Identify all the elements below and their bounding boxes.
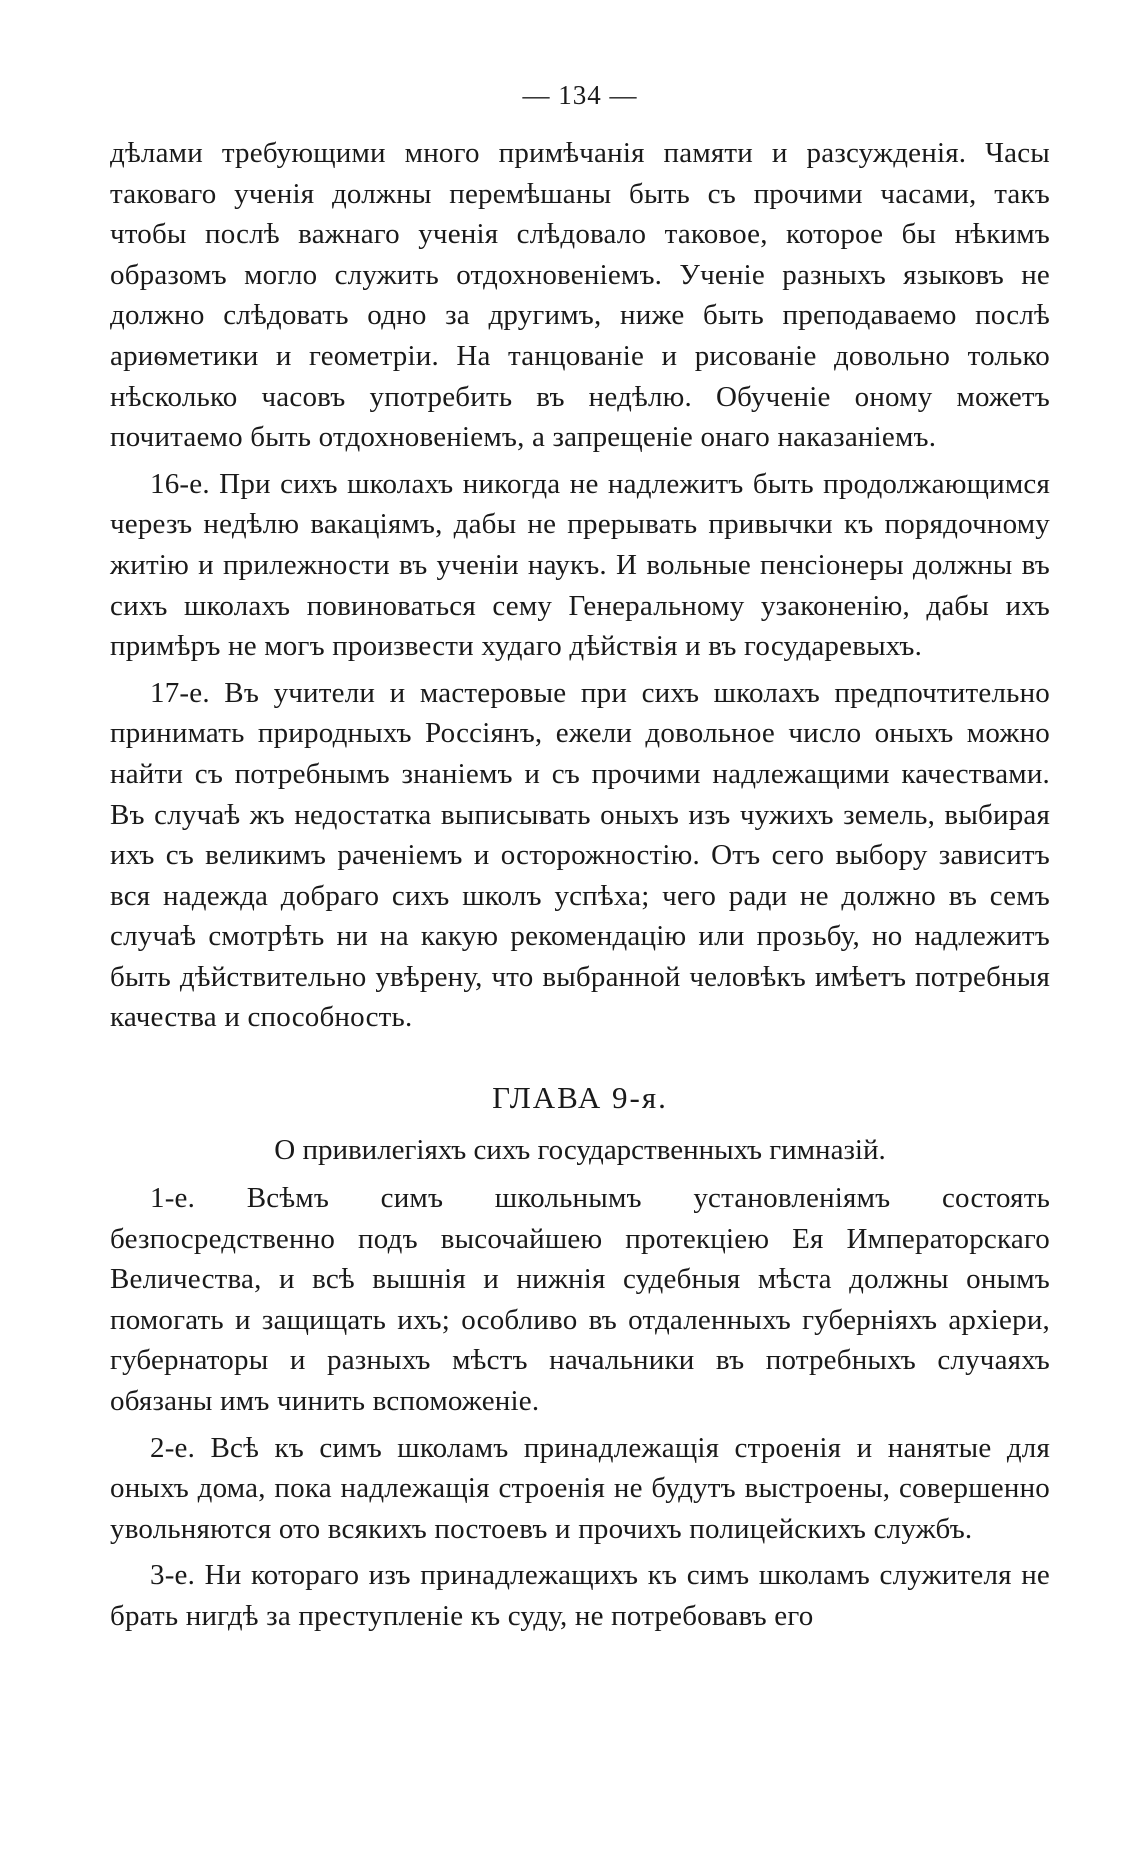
paragraph-article-17: 17-е. Въ учители и мастеровые при сихъ школахъ предпочтительно принимать природныхъ Россіянъ, ежели довольное число оныхъ можно найти съ потребнымъ знаніемъ и съ прочими надлежащими качествами. Въ случаѣ жъ недостатка выписывать оныхъ изъ чужихъ земель, выбирая ихъ съ великимъ раченіемъ и осторожностію. Отъ сего выбору зависитъ вся надежда добраго сихъ школъ успѣха; чего ради не должно въ семъ случаѣ смотрѣть ни на какую рекомендацію или прозьбу, но надлежитъ быть дѣйствительно увѣрену, что выбранной человѣкъ имѣетъ потребныя качества и способность. bbox=[110, 676, 1050, 1034]
paragraph-article-3: 3-е. Ни котораго изъ принадлежащихъ къ симъ школамъ служителя не брать нигдѣ за преступленіе къ суду, не потребовавъ его bbox=[110, 1559, 1050, 1632]
page-number: — 134 — bbox=[522, 80, 638, 110]
chapter-subtitle: О привилегіяхъ сихъ государственныхъ гимназій. bbox=[274, 1134, 886, 1167]
chapter-heading: ГЛАВА 9-я. bbox=[492, 1080, 668, 1116]
paragraph-continuation: дѣлами требующими много примѣчанія памяти и разсужденія. Часы таковаго ученія должны перемѣшаны быть съ прочими часами, такъ чтобы послѣ важнаго ученія слѣдовало таковое, которое бы нѣкимъ образомъ могло служить отдохновеніемъ. Ученіе разныхъ языковъ не должно слѣдовать одно за другимъ, ниже быть преподаваемо послѣ ариѳметики и геометріи. На танцованіе и рисованіе довольно только нѣсколько часовъ употребить въ недѣлю. Обученіе оному можетъ почитаемо быть отдохновеніемъ, а запрещеніе онаго наказаніемъ. bbox=[110, 137, 1050, 454]
paragraph-article-2: 2-е. Всѣ къ симъ школамъ принадлежащія строенія и нанятые для оныхъ дома, пока надлежащія строенія не будутъ выстроены, совершенно увольняются ото всякихъ постоевъ и прочихъ полицейскихъ службъ. bbox=[110, 1431, 1050, 1545]
paragraph-article-1: 1-е. Всѣмъ симъ школьнымъ установленіямъ состоять безпосредственно подъ высочайшею протекціею Ея Императорскаго Величества, и всѣ вышнія и нижнія судебныя мѣста должны онымъ помогать и защищать ихъ; особливо въ отдаленныхъ губерніяхъ архіери, губернаторы и разныхъ мѣстъ начальники въ потребныхъ случаяхъ обязаны имъ чинить вспоможеніе. bbox=[110, 1182, 1050, 1418]
document-page bbox=[110, 80, 1050, 1643]
paragraph-article-16: 16-е. При сихъ школахъ никогда не надлежитъ быть продолжающимся черезъ недѣлю вакацiямъ, дабы не прерывать привычки къ порядочному житію и прилежности въ ученіи наукъ. И вольные пенсіонеры должны въ сихъ школахъ повиноваться сему Генеральному узаконенію, дабы ихъ примѣръ не могъ произвести худаго дѣйствія и въ государевыхъ. bbox=[110, 467, 1050, 663]
